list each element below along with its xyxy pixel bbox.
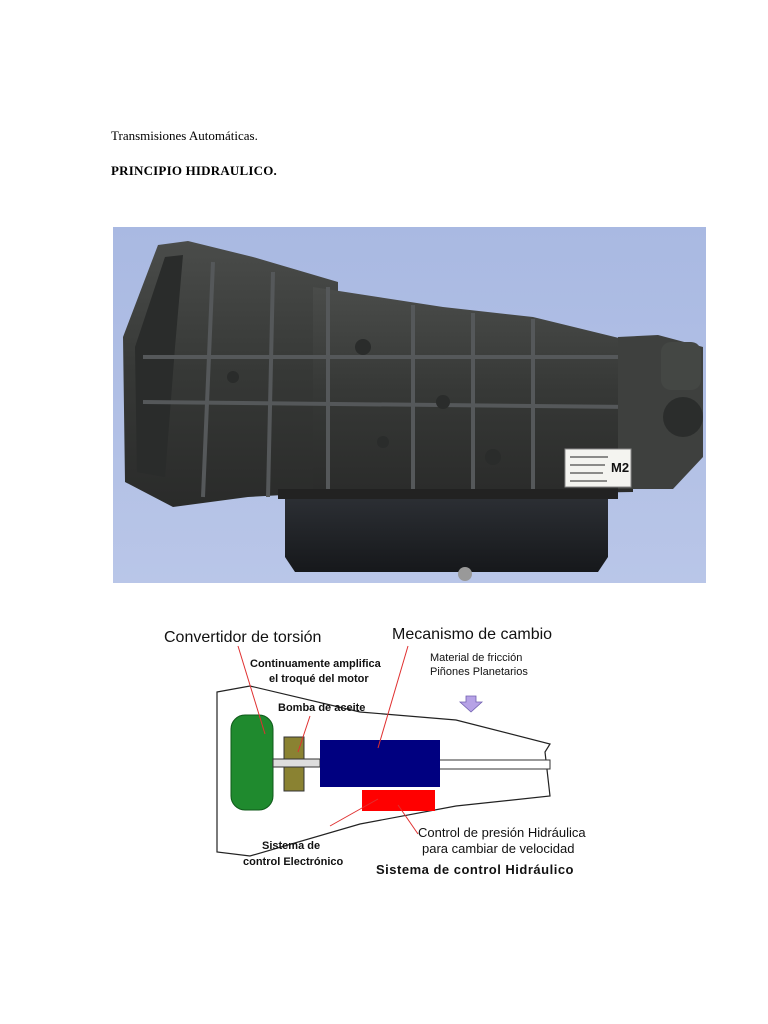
document-heading: PRINCIPIO HIDRAULICO. xyxy=(111,163,277,178)
oil-pan xyxy=(285,497,608,572)
transmission-photo xyxy=(113,227,706,583)
down-arrow-icon xyxy=(460,696,482,712)
label-converter: Convertidor de torsión xyxy=(164,629,322,646)
label-mechanism: Mecanismo de cambio xyxy=(392,626,553,643)
label-electronic-1: Sistema de xyxy=(262,840,321,852)
shift-mechanism-block xyxy=(320,740,440,787)
label-converter-desc-2: el troqué del motor xyxy=(269,673,369,685)
hydraulic-control-block xyxy=(362,790,435,811)
label-pressure-2: para cambiar de velocidad xyxy=(422,841,575,856)
document-subtitle: Transmisiones Automáticas. xyxy=(111,128,258,143)
label-converter-desc-1: Continuamente amplifica xyxy=(250,658,381,670)
leader-mechanism xyxy=(378,646,408,748)
label-pressure-1: Control de presión Hidráulica xyxy=(418,825,586,840)
label-mechanism-desc-2: Piñones Planetarios xyxy=(430,666,528,678)
transmission-diagram xyxy=(150,616,620,886)
label-electronic-2: control Electrónico xyxy=(243,856,344,868)
label-pump: Bomba de aceite xyxy=(278,702,366,714)
label-tag: M2 xyxy=(611,460,630,475)
output-shaft xyxy=(430,760,550,769)
label-mechanism-desc-1: Material de fricción xyxy=(430,652,523,664)
label-hydraulic-system: Sistema de control Hidráulico xyxy=(376,862,574,877)
torque-converter-block xyxy=(231,715,273,810)
